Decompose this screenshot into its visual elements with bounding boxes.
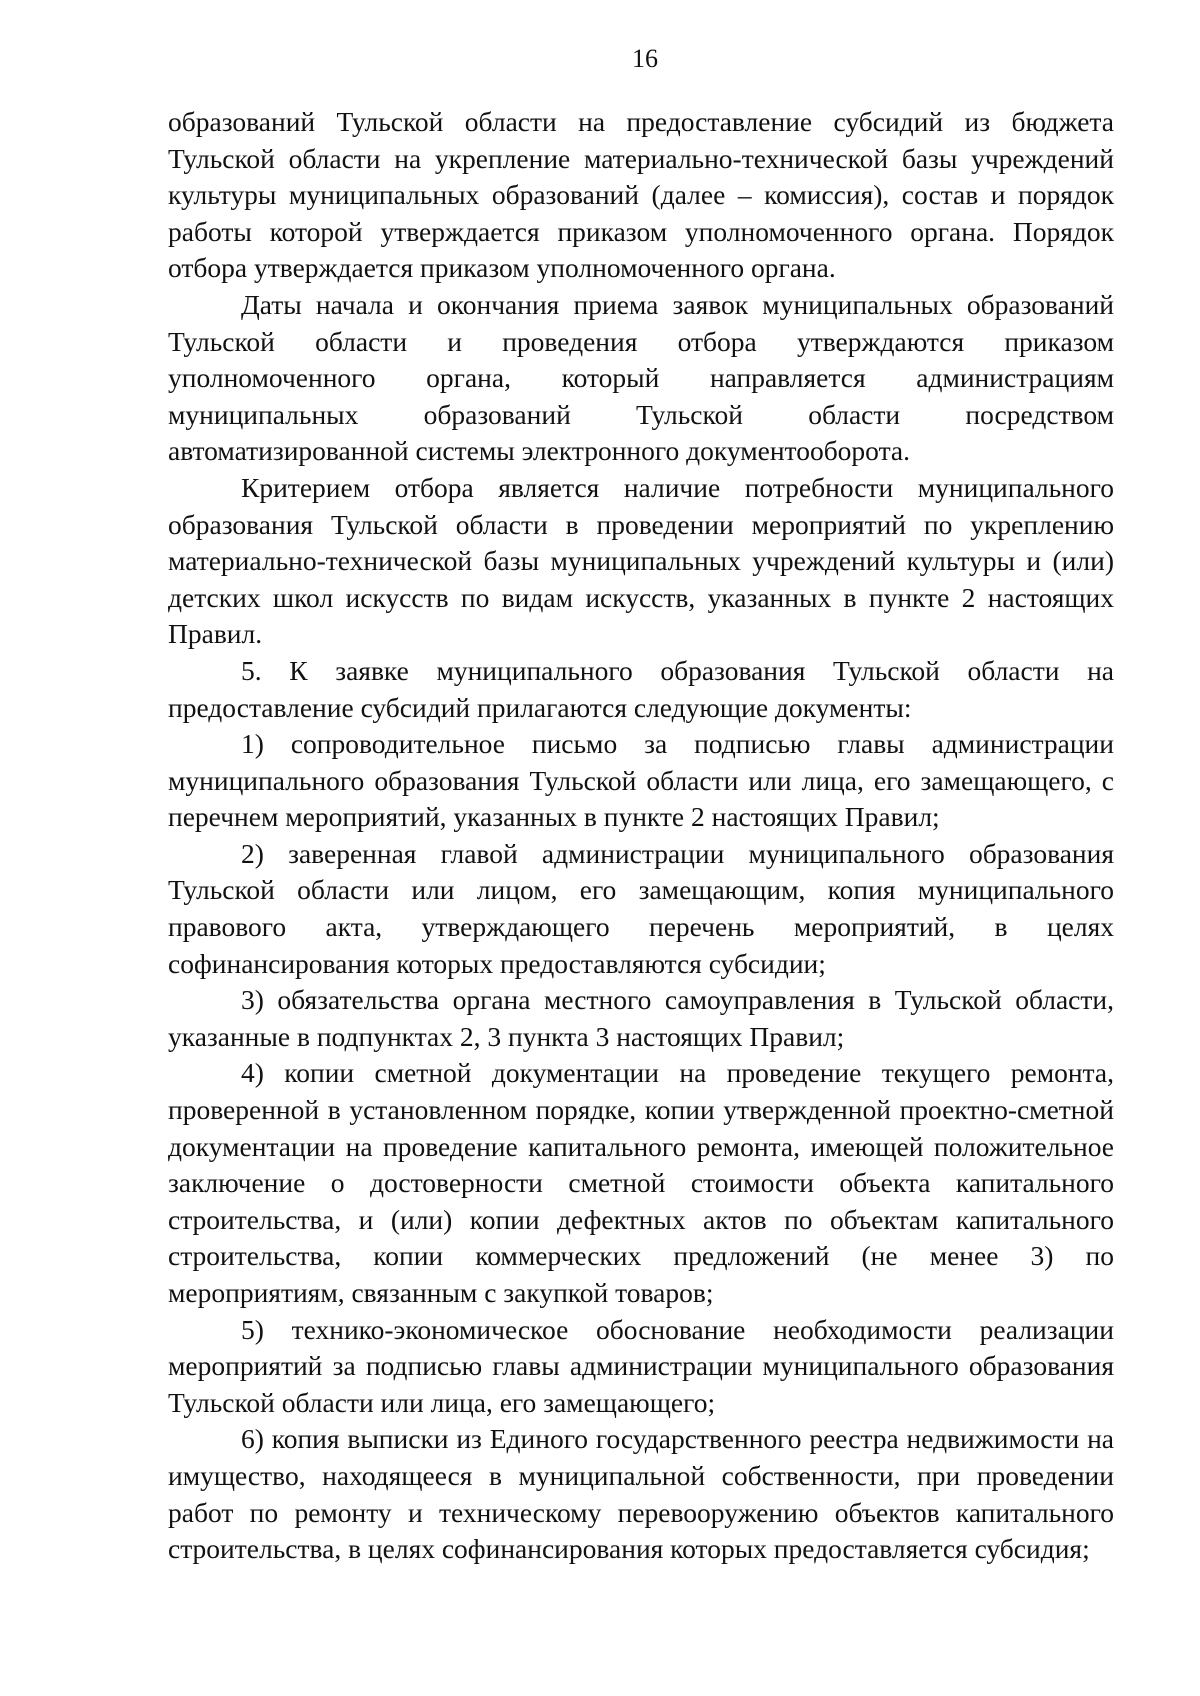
- subitem-2: 2) заверенная главой администрации муниципального образования Тульской области или лицом, его замещающим, копия муниципального правового акта, утверждающего перечень мероприятий, в целях софинансирования которых предоставляются субсидии;: [168, 837, 1114, 979]
- paragraph-item-5: 5. К заявке муниципального образования Тульской области на предоставление субсидий прилагаются следующие документы:: [168, 654, 1114, 723]
- paragraph-application-dates: Даты начала и окончания приема заявок муниципальных образований Тульской области и проведения отбора утверждаются приказом уполномоченного органа, который направляется администрациям муниципальных образований Тульской области посредством автоматизированной системы электронного документооборота.: [168, 288, 1114, 467]
- page-number: 16: [632, 44, 658, 73]
- subitem-1: 1) сопроводительное письмо за подписью главы администрации муниципального образования Тульской области или лица, его замещающего, с перечнем мероприятий, указанных в пункте 2 настоящих Правил;: [168, 728, 1114, 833]
- subitem-3: 3) обязательства органа местного самоуправления в Тульской области, указанные в подпунктах 2, 3 пункта 3 настоящих Правил;: [168, 984, 1114, 1052]
- paragraph-continuation: образований Тульской области на предоставление субсидий из бюджета Тульской области на укрепление материально-технической базы учреждений культуры муниципальных образований (далее – комиссия), состав и порядок работы которой утверждается приказом уполномоченного органа. Порядок отбора утверждается приказом уполномоченного органа.: [168, 106, 1114, 284]
- subitem-4: 4) копии сметной документации на проведение текущего ремонта, проверенной в установленном порядке, копии утвержденной проектно-сметной документации на проведение капитального ремонта, имеющей положительное заключение о достоверности сметной стоимости объекта капитального строительства, и (или) копии дефектных актов по объектам капитального строительства, копии коммерческих предложений (не менее 3) по мероприятиям, связанным с закупкой товаров;: [168, 1057, 1114, 1308]
- subitem-5: 5) технико-экономическое обоснование необходимости реализации мероприятий за подписью главы администрации муниципального образования Тульской области или лица, его замещающего;: [168, 1313, 1114, 1418]
- document-body: [168, 104, 1114, 1568]
- paragraph-selection-criterion: Критерием отбора является наличие потребности муниципального образования Тульской области в проведении мероприятий по укреплению материально-технической базы муниципальных учреждений культуры и (или) детских школ искусств по видам искусств, указанных в пункте 2 настоящих Правил.: [168, 471, 1114, 650]
- subitem-6: 6) копия выписки из Единого государственного реестра недвижимости на имущество, находящееся в муниципальной собственности, при проведении работ по ремонту и техническому перевооружению объектов капитального строительства, в целях софинансирования которых предоставляется субсидия;: [168, 1423, 1114, 1565]
